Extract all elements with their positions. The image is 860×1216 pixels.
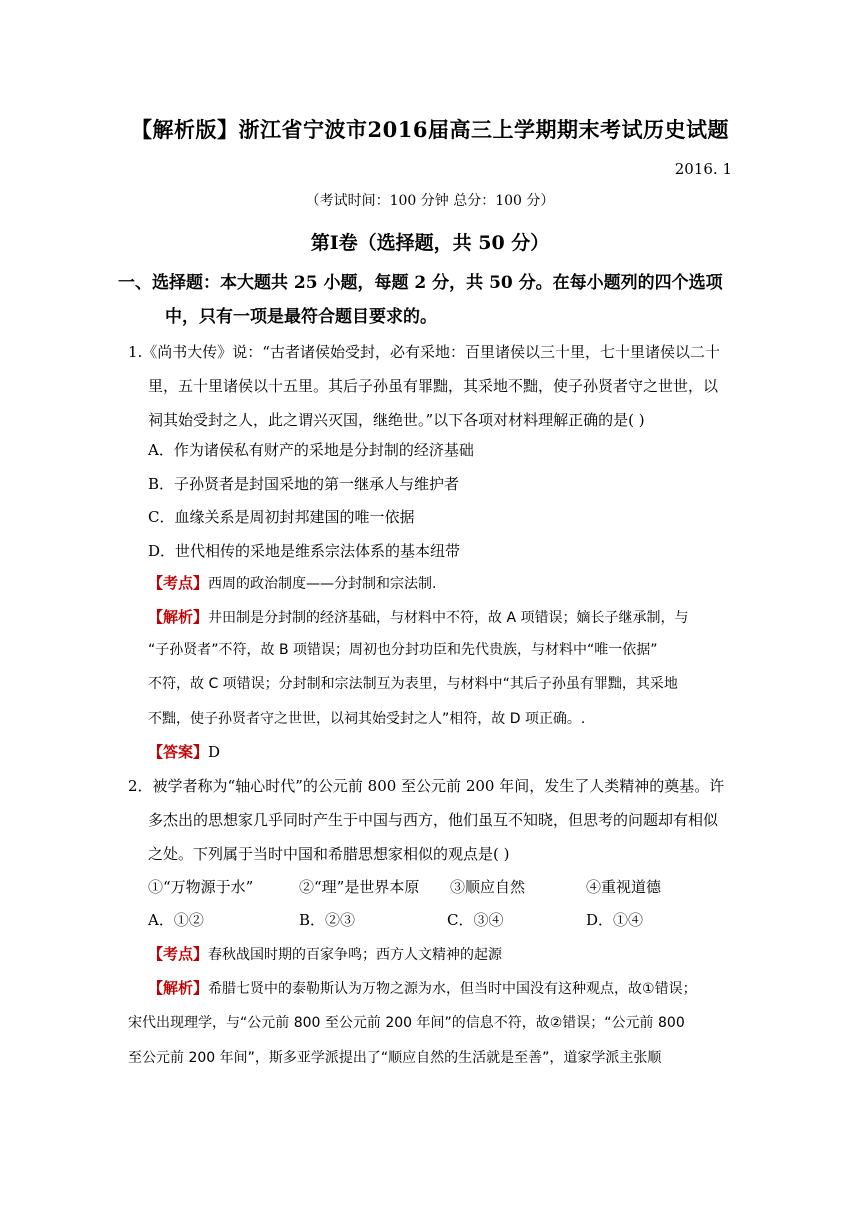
q1-option-c: C．血缘关系是周初封邦建国的唯一依据 xyxy=(148,508,415,526)
q2-jiexi-line-3: 至公元前 200 年间”，斯多亚学派提出了“顺应自然的生活就是至善”，道家学派主张顺 xyxy=(128,1050,662,1066)
q2-item-3: ③顺应自然 xyxy=(450,878,526,896)
kaodian-text: 春秋战国时期的百家争鸣；西方人文精神的起源 xyxy=(208,947,503,963)
q1-stem-line-2: 里，五十里诸侯以十五里。其后子孙虽有罪黜，其采地不黜，使子孙贤者守之世世，以 xyxy=(148,377,719,395)
q2-stem-line-3: 之处。下列属于当时中国和希腊思想家相似的观点是( ) xyxy=(148,845,510,863)
exam-date: 2016. 1 xyxy=(674,160,732,178)
document-title: 【解析版】浙江省宁波市2016届高三上学期期末考试历史试题 xyxy=(131,117,729,142)
kaodian-label: 【考点】 xyxy=(148,574,209,592)
kaodian-text: 西周的政治制度——分封制和宗法制. xyxy=(208,576,437,592)
q2-option-b: B．②③ xyxy=(299,911,356,929)
q1-stem-line-1: 1.《尚书大传》说：“古者诸侯始受封，必有采地：百里诸侯以三十里，七十里诸侯以二十 xyxy=(128,343,720,361)
q2-kaodian xyxy=(148,944,502,965)
section-heading xyxy=(118,266,748,334)
jiexi-label: 【解析】 xyxy=(148,979,209,997)
q2-stem-line-2: 多杰出的思想家几乎同时产生于中国与西方，他们虽互不知晓，但思考的问题却有相似 xyxy=(148,811,719,829)
q1-option-d: D．世代相传的采地是维系宗法体系的基本纽带 xyxy=(148,542,461,560)
q1-kaodian xyxy=(148,573,436,594)
section-heading-line-1: 一、选择题：本大题共 25 小题，每题 2 分，共 50 分。在每小题列的四个选项 xyxy=(118,273,723,293)
q1-stem-line-3: 祠其始受封之人，此之谓兴灭国，继绝世。”以下各项对材料理解正确的是( ) xyxy=(148,411,645,429)
q1-jiexi-line-4: 不黜，使子孙贤者守之世世，以祠其始受封之人”相符，故 D 项正确。. xyxy=(148,711,586,727)
q2-option-d: D．①④ xyxy=(586,911,644,929)
q2-jiexi-line-2: 宋代出现理学，与“公元前 800 至公元前 200 年间”的信息不符，故②错误；“公元前 800 xyxy=(128,1015,685,1031)
q1-option-a: A．作为诸侯私有财产的采地是分封制的经济基础 xyxy=(148,441,474,459)
q2-item-4: ④重视道德 xyxy=(586,878,662,896)
q1-jiexi-line-2: “子孙贤者”不符，故 B 项错误；周初也分封功臣和先代贵族，与材料中“唯一依据” xyxy=(148,642,658,658)
answer-label: 【答案】 xyxy=(148,743,209,761)
q1-jiexi-line-1 xyxy=(148,607,689,628)
jiexi-label: 【解析】 xyxy=(148,608,209,626)
q2-stem-line-1: 2．被学者称为“轴心时代”的公元前 800 至公元前 200 年间，发生了人类精神的奠基。许 xyxy=(128,777,725,795)
q2-item-1: ①“万物源于水” xyxy=(148,878,254,896)
exam-info: （考试时间：100 分钟 总分：100 分） xyxy=(305,193,555,209)
section-heading-line-2: 中，只有一项是最符合题目要求的。 xyxy=(165,307,437,327)
kaodian-label: 【考点】 xyxy=(148,945,209,963)
answer-value: D xyxy=(208,743,221,761)
q2-item-2: ②“理”是世界本原 xyxy=(299,878,420,896)
q2-jiexi-line-1 xyxy=(148,978,697,999)
q2-option-a: A．①② xyxy=(148,911,204,929)
jiexi-text: 希腊七贤中的泰勒斯认为万物之源为水，但当时中国没有这种观点，故①错误； xyxy=(208,981,697,997)
q2-option-c: C．③④ xyxy=(447,911,504,929)
q1-answer xyxy=(148,742,220,762)
jiexi-text: 井田制是分封制的经济基础，与材料中不符，故 A 项错误；嫡长子继承制，与 xyxy=(208,610,689,626)
volume-title: 第Ⅰ卷（选择题，共 50 分） xyxy=(310,232,550,254)
q1-option-b: B．子孙贤者是封国采地的第一继承人与维护者 xyxy=(148,475,460,493)
q1-jiexi-line-3: 不符，故 C 项错误；分封制和宗法制互为表里，与材料中“其后子孙虽有罪黜，其采地 xyxy=(148,676,678,692)
